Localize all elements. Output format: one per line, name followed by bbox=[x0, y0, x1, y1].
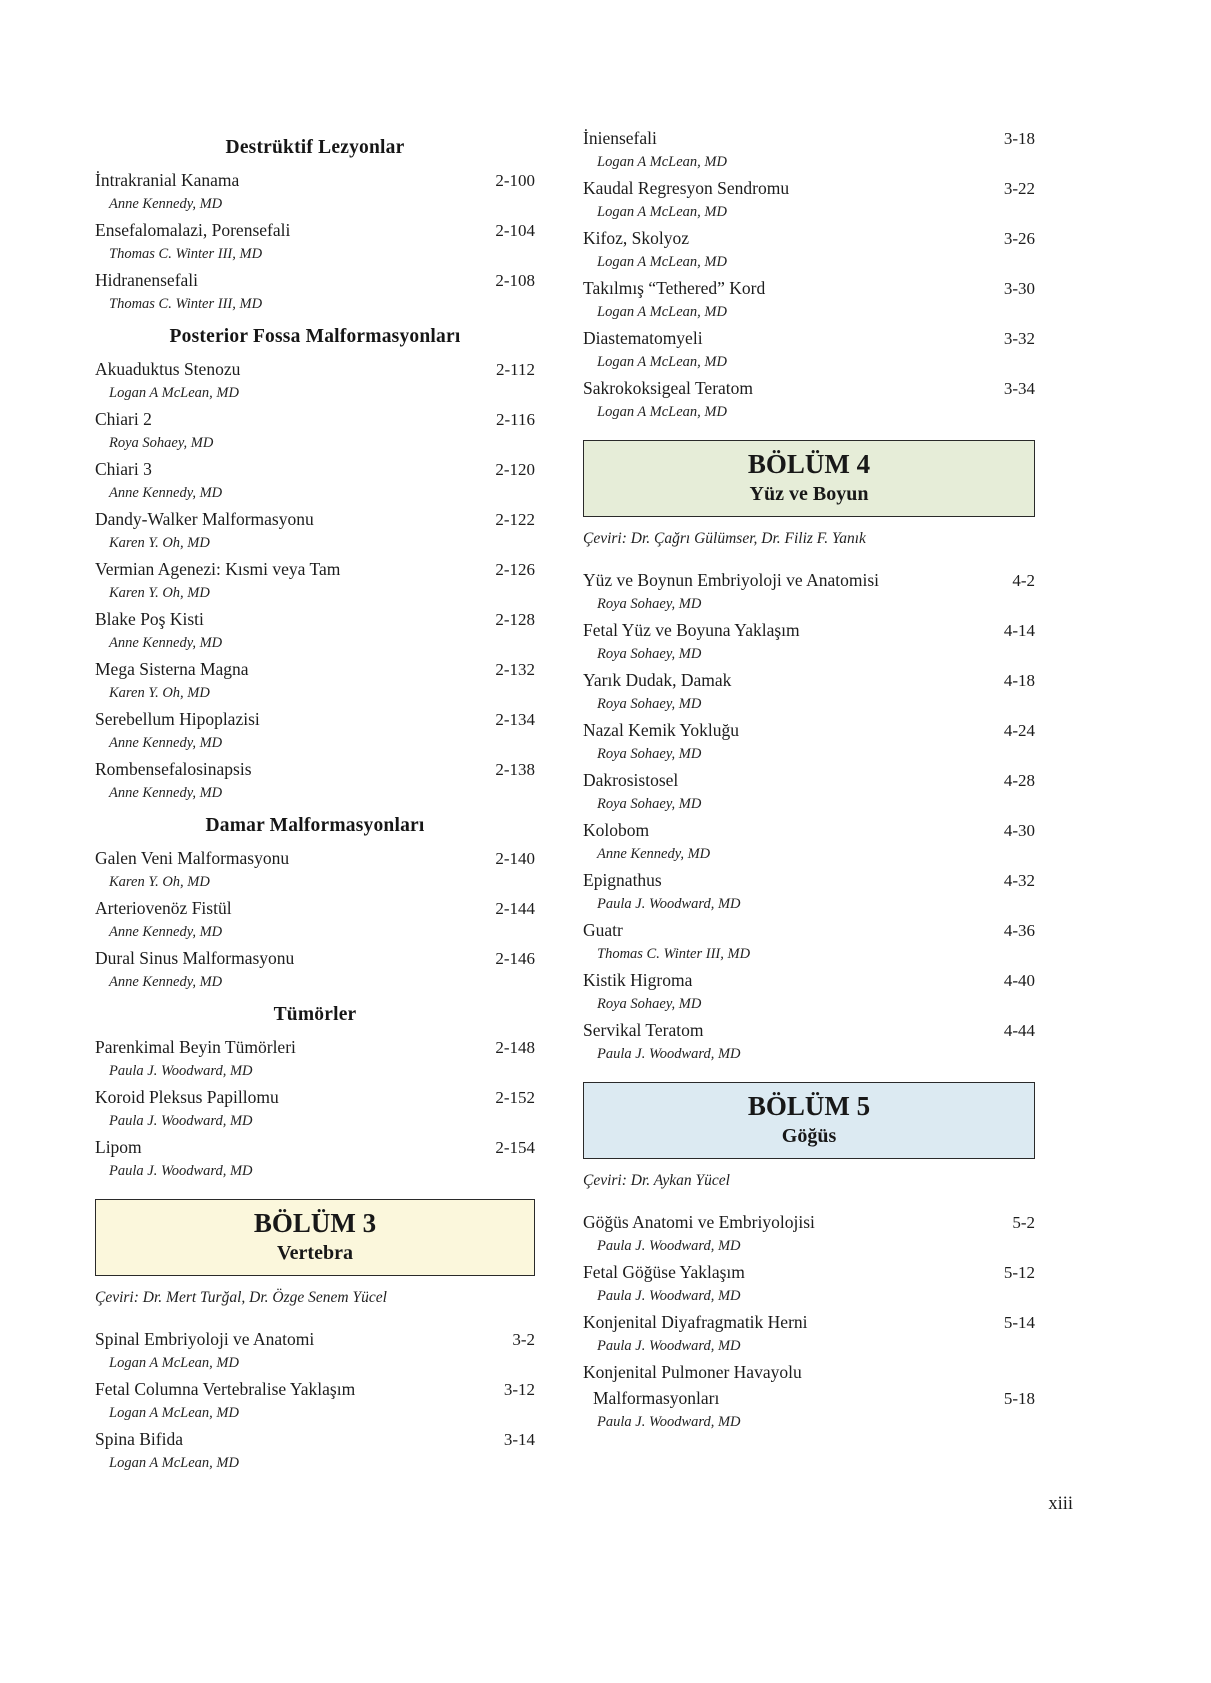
entry-title: Hidranensefali bbox=[95, 270, 199, 290]
entry-line bbox=[95, 167, 535, 194]
entry-author: Paula J. Woodward, MD bbox=[597, 896, 741, 912]
entry-author: Anne Kennedy, MD bbox=[109, 785, 223, 801]
entry-line bbox=[95, 406, 535, 433]
entry-author: Anne Kennedy, MD bbox=[109, 485, 223, 501]
entry-line bbox=[583, 967, 1035, 994]
entry-author: Roya Sohaey, MD bbox=[597, 596, 702, 612]
entry-author: Thomas C. Winter III, MD bbox=[109, 246, 263, 262]
entry-title: Mega Sisterna Magna bbox=[95, 659, 249, 679]
entry-line bbox=[583, 1259, 1035, 1286]
toc-entry bbox=[583, 175, 1035, 222]
entry-title: Epignathus bbox=[583, 870, 662, 890]
toc-entry bbox=[583, 1359, 1035, 1432]
toc-entry bbox=[583, 325, 1035, 372]
entry-line bbox=[95, 1084, 535, 1111]
entry-line bbox=[583, 125, 1035, 152]
entry-title: İntrakranial Kanama bbox=[95, 170, 240, 190]
entry-page-number: 3-12 bbox=[503, 1380, 535, 1399]
entry-page-number: 4-14 bbox=[1003, 621, 1035, 640]
entry-author: Anne Kennedy, MD bbox=[109, 924, 223, 940]
entry-line bbox=[583, 1359, 1035, 1385]
entry-line bbox=[95, 356, 535, 383]
toc-entry bbox=[583, 767, 1035, 814]
entry-page-number: 4-44 bbox=[1003, 1021, 1035, 1040]
toc-entry bbox=[583, 867, 1035, 914]
entry-title: Blake Poş Kisti bbox=[95, 609, 204, 629]
entry-line bbox=[583, 1309, 1035, 1336]
entry-line bbox=[583, 917, 1035, 944]
entry-author: Paula J. Woodward, MD bbox=[109, 1063, 253, 1079]
entry-page-number: 4-32 bbox=[1003, 871, 1035, 890]
entry-author: Paula J. Woodward, MD bbox=[597, 1288, 741, 1304]
entry-page-number: 4-36 bbox=[1003, 921, 1035, 940]
entry-author: Anne Kennedy, MD bbox=[109, 196, 223, 212]
entry-author: Paula J. Woodward, MD bbox=[597, 1238, 741, 1254]
entry-author: Logan A McLean, MD bbox=[597, 304, 727, 320]
entry-title-continuation: Malformasyonları bbox=[593, 1388, 720, 1408]
entry-title: Spinal Embriyoloji ve Anatomi bbox=[95, 1329, 315, 1349]
entry-line bbox=[95, 456, 535, 483]
entry-page-number: 5-18 bbox=[1003, 1389, 1035, 1408]
toc-entry bbox=[95, 845, 535, 892]
toc-entry bbox=[95, 506, 535, 553]
section-header: Tümörler bbox=[273, 1004, 357, 1025]
entry-title: Kaudal Regresyon Sendromu bbox=[583, 178, 790, 198]
toc-entry bbox=[95, 356, 535, 403]
entry-title: Chiari 3 bbox=[95, 459, 152, 479]
entry-title: Takılmış “Tethered” Kord bbox=[583, 278, 766, 298]
entry-line bbox=[95, 756, 535, 783]
entry-page-number: 3-32 bbox=[1003, 329, 1035, 348]
entry-author: Roya Sohaey, MD bbox=[597, 996, 702, 1012]
entry-author: Paula J. Woodward, MD bbox=[597, 1046, 741, 1062]
entry-author: Anne Kennedy, MD bbox=[109, 735, 223, 751]
entry-author: Logan A McLean, MD bbox=[597, 254, 727, 270]
entry-line bbox=[95, 1134, 535, 1161]
entry-author: Anne Kennedy, MD bbox=[109, 974, 223, 990]
entry-title: Spina Bifida bbox=[95, 1429, 183, 1449]
entry-line bbox=[583, 225, 1035, 252]
entry-page-number: 2-112 bbox=[495, 360, 535, 379]
chapter-banner bbox=[583, 1082, 1035, 1159]
entry-title: Ensefalomalazi, Porensefali bbox=[95, 220, 291, 240]
toc-entry bbox=[95, 1426, 535, 1473]
toc-entry bbox=[95, 267, 535, 314]
toc-entry bbox=[95, 217, 535, 264]
toc-entry bbox=[583, 1309, 1035, 1356]
toc-entry bbox=[583, 917, 1035, 964]
entry-title: Serebellum Hipoplazisi bbox=[95, 709, 260, 729]
entry-author: Paula J. Woodward, MD bbox=[597, 1414, 741, 1430]
toc-entry bbox=[95, 1034, 535, 1081]
toc-entry bbox=[583, 667, 1035, 714]
entry-page-number: 2-138 bbox=[495, 760, 535, 779]
toc-column-left bbox=[95, 125, 535, 1476]
entry-page-number: 4-2 bbox=[1012, 571, 1035, 590]
entry-page-number: 2-120 bbox=[495, 460, 535, 479]
entry-page-number: 2-132 bbox=[495, 660, 535, 679]
chapter-banner-subtitle: Yüz ve Boyun bbox=[749, 483, 869, 505]
toc-entry bbox=[95, 945, 535, 992]
entry-page-number: 3-30 bbox=[1003, 279, 1035, 298]
entry-page-number: 4-24 bbox=[1003, 721, 1035, 740]
entry-page-number: 5-2 bbox=[1012, 1213, 1035, 1232]
entry-line bbox=[583, 717, 1035, 744]
entry-page-number: 2-116 bbox=[495, 410, 535, 429]
entry-page-number: 2-108 bbox=[495, 271, 535, 290]
toc-entry bbox=[95, 706, 535, 753]
chapter-banner-subtitle: Göğüs bbox=[781, 1125, 837, 1147]
toc-entry bbox=[583, 817, 1035, 864]
entry-line bbox=[95, 945, 535, 972]
entry-page-number: 4-40 bbox=[1003, 971, 1035, 990]
entry-title: Kifoz, Skolyoz bbox=[583, 228, 689, 248]
entry-line bbox=[95, 1034, 535, 1061]
toc-entry bbox=[583, 967, 1035, 1014]
entry-line bbox=[583, 1385, 1035, 1412]
entry-line bbox=[95, 217, 535, 244]
entry-author: Roya Sohaey, MD bbox=[597, 746, 702, 762]
entry-author: Karen Y. Oh, MD bbox=[109, 874, 210, 890]
entry-line bbox=[583, 617, 1035, 644]
entry-line bbox=[583, 867, 1035, 894]
entry-line bbox=[583, 667, 1035, 694]
entry-author: Paula J. Woodward, MD bbox=[109, 1113, 253, 1129]
entry-line bbox=[583, 1209, 1035, 1236]
entry-page-number: 2-134 bbox=[495, 710, 535, 729]
entry-page-number: 5-14 bbox=[1003, 1313, 1035, 1332]
entry-page-number: 2-126 bbox=[495, 560, 535, 579]
entry-title: Vermian Agenezi: Kısmi veya Tam bbox=[95, 559, 341, 579]
toc-entry bbox=[95, 556, 535, 603]
entry-author: Karen Y. Oh, MD bbox=[109, 685, 210, 701]
translator-credit: Çeviri: Dr. Mert Turğal, Dr. Özge Senem Yücel bbox=[95, 1289, 387, 1306]
entry-title: Arteriovenöz Fistül bbox=[95, 898, 232, 918]
entry-author: Logan A McLean, MD bbox=[109, 1355, 239, 1371]
entry-title: Chiari 2 bbox=[95, 409, 152, 429]
chapter-banner-title: BÖLÜM 4 bbox=[747, 449, 871, 479]
entry-title: Parenkimal Beyin Tümörleri bbox=[95, 1037, 296, 1057]
entry-page-number: 2-104 bbox=[495, 221, 535, 240]
entry-line bbox=[95, 706, 535, 733]
entry-line bbox=[95, 895, 535, 922]
entry-page-number: 2-140 bbox=[495, 849, 535, 868]
entry-title: Dakrosistosel bbox=[583, 770, 679, 790]
entry-author: Roya Sohaey, MD bbox=[597, 696, 702, 712]
entry-page-number: 4-18 bbox=[1003, 671, 1035, 690]
entry-line bbox=[95, 267, 535, 294]
entry-page-number: 2-148 bbox=[495, 1038, 535, 1057]
section-header: Posterior Fossa Malformasyonları bbox=[169, 326, 461, 347]
entry-page-number: 3-34 bbox=[1003, 379, 1035, 398]
toc-entry bbox=[583, 1209, 1035, 1256]
entry-line bbox=[583, 567, 1035, 594]
entry-author: Logan A McLean, MD bbox=[597, 404, 727, 420]
entry-title: Fetal Columna Vertebralise Yaklaşım bbox=[95, 1379, 356, 1399]
entry-line bbox=[583, 375, 1035, 402]
entry-page-number: 2-100 bbox=[495, 171, 535, 190]
entry-author: Roya Sohaey, MD bbox=[109, 435, 214, 451]
entry-line bbox=[95, 506, 535, 533]
page-number: xiii bbox=[1048, 1494, 1073, 1514]
toc-entry bbox=[95, 656, 535, 703]
entry-line bbox=[583, 1017, 1035, 1044]
entry-page-number: 3-2 bbox=[512, 1330, 535, 1349]
entry-title: Kistik Higroma bbox=[583, 970, 693, 990]
entry-title: Akuaduktus Stenozu bbox=[95, 359, 241, 379]
entry-title: Galen Veni Malformasyonu bbox=[95, 848, 290, 868]
entry-title: Lipom bbox=[95, 1137, 142, 1157]
entry-title: Servikal Teratom bbox=[583, 1020, 704, 1040]
toc-entry bbox=[583, 1259, 1035, 1306]
entry-title: Dandy-Walker Malformasyonu bbox=[95, 509, 314, 529]
entry-title: Kolobom bbox=[583, 820, 650, 840]
entry-author: Logan A McLean, MD bbox=[109, 1405, 239, 1421]
entry-line bbox=[95, 1376, 535, 1403]
entry-line bbox=[95, 556, 535, 583]
entry-page-number: 4-30 bbox=[1003, 821, 1035, 840]
entry-page-number: 4-28 bbox=[1003, 771, 1035, 790]
entry-title: Koroid Pleksus Papillomu bbox=[95, 1087, 279, 1107]
toc-entry bbox=[95, 456, 535, 503]
entry-line bbox=[583, 175, 1035, 202]
chapter-banner-title: BÖLÜM 3 bbox=[253, 1208, 377, 1238]
entry-page-number: 2-146 bbox=[495, 949, 535, 968]
entry-title: Fetal Yüz ve Boyuna Yaklaşım bbox=[583, 620, 800, 640]
toc-entry bbox=[583, 717, 1035, 764]
entry-title: Nazal Kemik Yokluğu bbox=[583, 720, 740, 740]
toc-entry bbox=[95, 756, 535, 803]
toc-entry bbox=[583, 617, 1035, 664]
toc-entry bbox=[95, 1134, 535, 1181]
chapter-banner bbox=[95, 1199, 535, 1276]
entry-page-number: 2-128 bbox=[495, 610, 535, 629]
entry-page-number: 2-122 bbox=[495, 510, 535, 529]
entry-title: Konjenital Pulmoner Havayolu bbox=[583, 1362, 802, 1382]
entry-author: Logan A McLean, MD bbox=[597, 204, 727, 220]
entry-author: Karen Y. Oh, MD bbox=[109, 535, 210, 551]
entry-page-number: 3-18 bbox=[1003, 129, 1035, 148]
entry-line bbox=[583, 275, 1035, 302]
toc-entry bbox=[583, 125, 1035, 172]
toc-entry bbox=[95, 1326, 535, 1373]
entry-title: Dural Sinus Malformasyonu bbox=[95, 948, 295, 968]
entry-title: Yarık Dudak, Damak bbox=[583, 670, 732, 690]
entry-author: Anne Kennedy, MD bbox=[109, 635, 223, 651]
translator-credit: Çeviri: Dr. Aykan Yücel bbox=[583, 1172, 730, 1189]
entry-page-number: 2-154 bbox=[495, 1138, 535, 1157]
entry-line bbox=[583, 325, 1035, 352]
translator-credit: Çeviri: Dr. Çağrı Gülümser, Dr. Filiz F. Yanık bbox=[583, 530, 866, 547]
entry-author: Logan A McLean, MD bbox=[109, 1455, 239, 1471]
entry-author: Logan A McLean, MD bbox=[597, 154, 727, 170]
chapter-banner-title: BÖLÜM 5 bbox=[747, 1091, 871, 1121]
entry-line bbox=[583, 817, 1035, 844]
toc-entry bbox=[583, 1017, 1035, 1064]
toc-column-right bbox=[583, 125, 1035, 1476]
entry-title: Diastematomyeli bbox=[583, 328, 703, 348]
chapter-banner-subtitle: Vertebra bbox=[277, 1242, 353, 1264]
entry-title: Göğüs Anatomi ve Embriyolojisi bbox=[583, 1212, 815, 1232]
entry-page-number: 3-14 bbox=[503, 1430, 535, 1449]
toc-entry bbox=[95, 167, 535, 214]
entry-author: Paula J. Woodward, MD bbox=[597, 1338, 741, 1354]
entry-line bbox=[95, 656, 535, 683]
entry-page-number: 2-152 bbox=[495, 1088, 535, 1107]
entry-title: Yüz ve Boynun Embriyoloji ve Anatomisi bbox=[583, 570, 880, 590]
entry-title: İniensefali bbox=[583, 128, 657, 148]
chapter-banner bbox=[583, 440, 1035, 517]
toc-entry bbox=[583, 567, 1035, 614]
toc-entry bbox=[95, 1376, 535, 1423]
entry-line bbox=[95, 845, 535, 872]
section-header: Destrüktif Lezyonlar bbox=[225, 137, 405, 158]
entry-author: Thomas C. Winter III, MD bbox=[597, 946, 751, 962]
toc-entry bbox=[583, 375, 1035, 422]
entry-author: Karen Y. Oh, MD bbox=[109, 585, 210, 601]
toc-entry bbox=[95, 895, 535, 942]
entry-author: Thomas C. Winter III, MD bbox=[109, 296, 263, 312]
entry-title: Fetal Göğüse Yaklaşım bbox=[583, 1262, 745, 1282]
toc-entry bbox=[95, 1084, 535, 1131]
entry-author: Logan A McLean, MD bbox=[597, 354, 727, 370]
entry-title: Sakrokoksigeal Teratom bbox=[583, 378, 754, 398]
entry-author: Logan A McLean, MD bbox=[109, 385, 239, 401]
toc-entry bbox=[583, 275, 1035, 322]
toc-entry bbox=[583, 225, 1035, 272]
entry-author: Roya Sohaey, MD bbox=[597, 646, 702, 662]
entry-line bbox=[95, 606, 535, 633]
toc-entry bbox=[95, 406, 535, 453]
entry-line bbox=[95, 1326, 535, 1353]
entry-author: Anne Kennedy, MD bbox=[597, 846, 711, 862]
entry-page-number: 3-26 bbox=[1003, 229, 1035, 248]
section-header: Damar Malformasyonları bbox=[205, 815, 425, 836]
entry-line bbox=[95, 1426, 535, 1453]
entry-title: Rombensefalosinapsis bbox=[95, 759, 252, 779]
entry-page-number: 5-12 bbox=[1003, 1263, 1035, 1282]
entry-title: Guatr bbox=[583, 920, 623, 940]
entry-page-number: 3-22 bbox=[1003, 179, 1035, 198]
entry-page-number: 2-144 bbox=[495, 899, 535, 918]
entry-title: Konjenital Diyafragmatik Herni bbox=[583, 1312, 808, 1332]
entry-author: Paula J. Woodward, MD bbox=[109, 1163, 253, 1179]
toc-entry bbox=[95, 606, 535, 653]
entry-author: Roya Sohaey, MD bbox=[597, 796, 702, 812]
entry-line bbox=[583, 767, 1035, 794]
